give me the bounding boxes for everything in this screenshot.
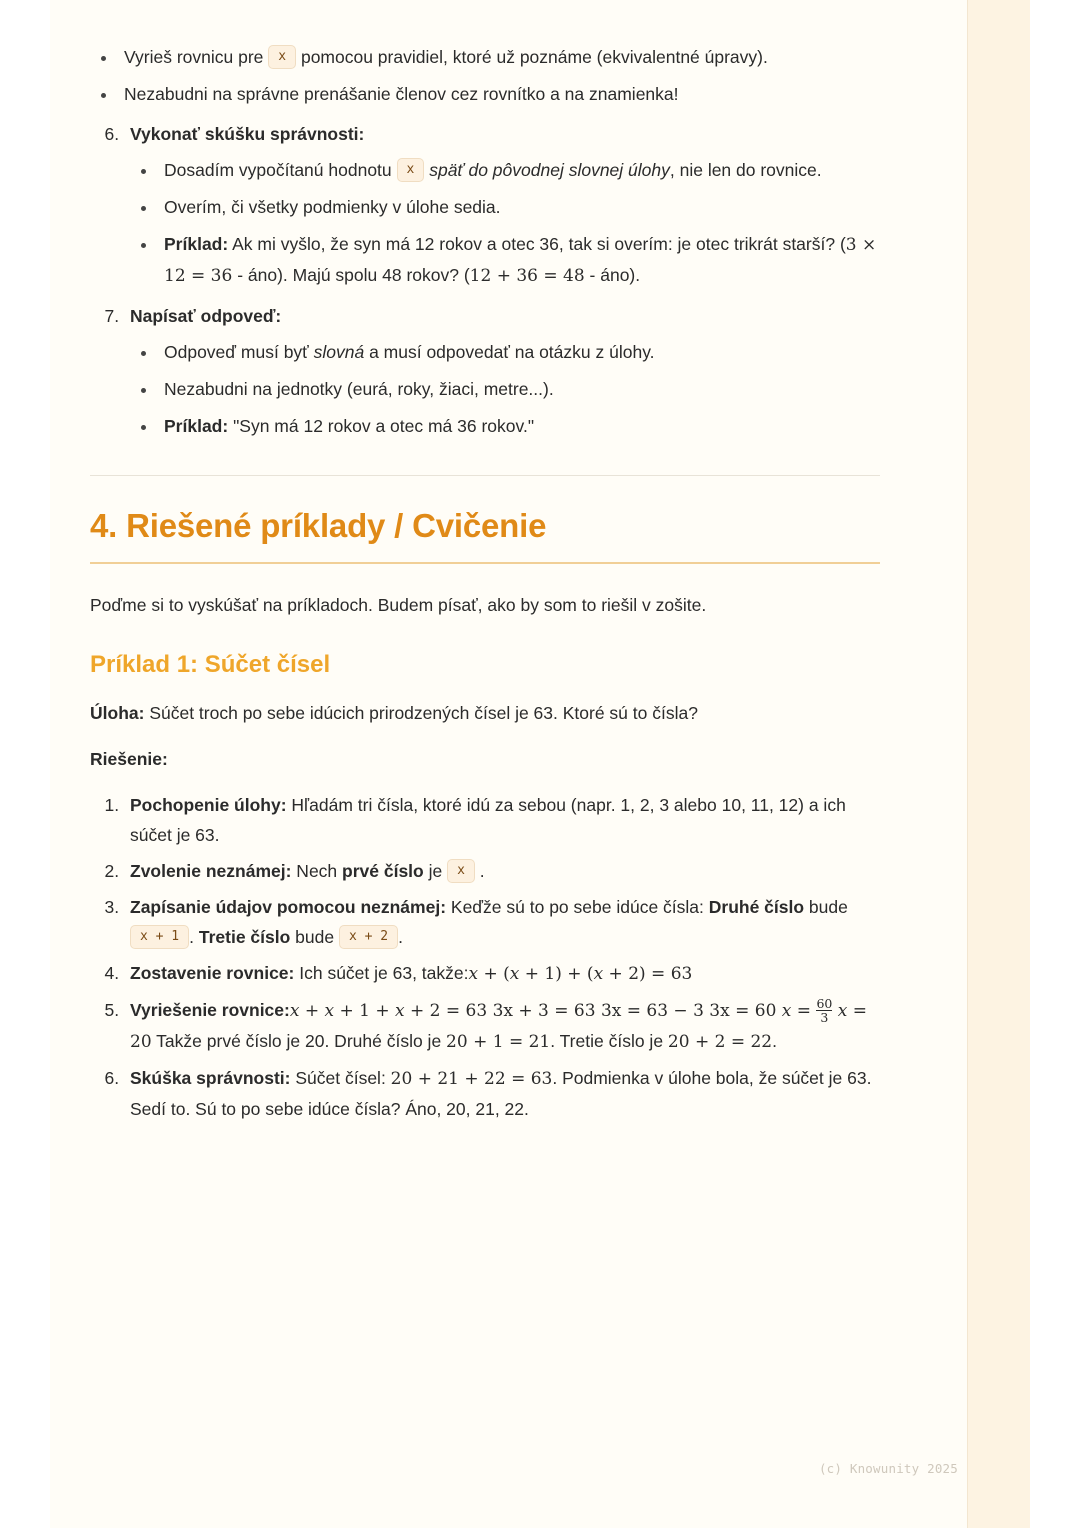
- italic-text: slovná: [313, 342, 365, 362]
- list-item: 4. Zostavenie rovnice: Ich súčet je 63, takže:x + (x + 1) + (x + 2) = 63: [124, 958, 880, 989]
- list-item: • Odpoveď musí byť slovná a musí odpovedať na otázku z úlohy.: [158, 337, 880, 367]
- section-divider: [90, 475, 880, 476]
- math-expression: x + (x + 1) + (x + 2) = 63: [468, 964, 693, 984]
- section-intro: Poďme si to vyskúšať na príkladoch. Budem písať, ako by som to riešil v zošite.: [90, 595, 707, 615]
- list-item: 3. Zapísanie údajov pomocou neznámej: Keďže sú to po sebe idúce čísla: Druhé číslo bude x + 1 . Tretie číslo bude x + 2 .: [124, 892, 880, 952]
- bold-text: Pochopenie úlohy:: [130, 795, 287, 815]
- step-6-bullet-list: [130, 155, 880, 291]
- list-item-step-7: [124, 301, 880, 441]
- bold-text: Vyriešenie rovnice:: [130, 1000, 290, 1020]
- bold-text: Druhé číslo: [708, 897, 805, 917]
- list-item: 6. Skúška správnosti: Súčet čísel: 20 + 21 + 22 = 63. Podmienka v úlohe bola, že súčet je 63. Sedí to. Sú to po sebe idúce čísla? Áno, 20, 21, 22.: [124, 1063, 880, 1124]
- list-item: • Vyrieš rovnicu pre x pomocou pravidiel, ktoré už poznáme (ekvivalentné úpravy).: [118, 42, 880, 72]
- italic-text: späť do pôvodnej slovnej úlohy: [424, 160, 670, 180]
- list-item: • Dosadím vypočítanú hodnotu x späť do pôvodnej slovnej úlohy, nie len do rovnice.: [158, 155, 880, 185]
- section-heading-rule: [90, 562, 880, 564]
- math-expression: 3 × 12 = 36: [164, 235, 877, 286]
- math-expression: 20 + 21 + 22 = 63: [390, 1069, 553, 1089]
- bold-text: Zostavenie rovnice:: [130, 963, 295, 983]
- bold-text: Zapísanie údajov pomocou neznámej:: [130, 897, 447, 917]
- list-item: • Príklad: "Syn má 12 rokov a otec má 36 rokov.": [158, 411, 880, 441]
- math-expression: 20 + 1 = 21: [446, 1032, 551, 1052]
- math-expression: 20 + 2 = 22: [667, 1032, 773, 1052]
- math-expression: x = 20: [130, 1001, 868, 1052]
- example-heading: Príklad 1: Súčet čísel: [90, 651, 331, 678]
- list-item: • Nezabudni na jednotky (eurá, roky, žiaci, metre...).: [158, 374, 880, 404]
- math-expression: 12 + 36 = 48: [469, 266, 585, 286]
- task-text: Súčet troch po sebe idúcich prirodzených čísel je 63. Ktoré sú to čísla?: [144, 703, 698, 723]
- bold-text: prvé číslo: [342, 861, 424, 881]
- list-item: • Overím, či všetky podmienky v úlohe sedia.: [158, 192, 880, 222]
- code-chip: x: [268, 45, 296, 69]
- step-7-bullet-list: [130, 337, 880, 441]
- document-page: [50, 0, 1030, 1528]
- list-item-step-6: [124, 119, 880, 291]
- list-item: 2. Zvolenie neznámej: Nech prvé číslo je x .: [124, 856, 880, 886]
- list-item: 1. Pochopenie úlohy: Hľadám tri čísla, ktoré idú za sebou (napr. 1, 2, 3 alebo 10, 11, 12) a ich súčet je 63.: [124, 790, 880, 850]
- section-heading: 4. Riešené príklady / Cvičenie: [90, 507, 547, 544]
- bold-text: Tretie číslo: [198, 927, 291, 947]
- bold-text: Skúška správnosti:: [130, 1068, 291, 1088]
- list-item: • Príklad: Ak mi vyšlo, že syn má 12 rokov a otec 36, tak si overím: je otec trikrát starší? (3 × 12 = 36 - áno). Majú spolu 48 rokov? (12 + 36 = 48 - áno).: [158, 229, 880, 291]
- document-content: [90, 36, 880, 1130]
- bold-text: Zvolenie neznámej:: [130, 861, 292, 881]
- task-label: Úloha:: [90, 703, 145, 723]
- solution-steps-list: [90, 790, 880, 1124]
- page-side-rail: [967, 0, 1030, 1528]
- code-chip: x + 1: [130, 925, 189, 949]
- list-item: • Nezabudni na správne prenášanie členov cez rovnítko a na znamienka!: [118, 79, 880, 109]
- list-item: 5. Vyriešenie rovnice:x + x + 1 + x + 2 = 63 3x + 3 = 63 3x = 63 − 3 3x = 60 x = $\frac{60}{3}$ x = 20 Takže prvé číslo je 20. Druhé číslo je 20 + 1 = 21. Tretie číslo je 20 + 2 = 22.: [124, 995, 880, 1057]
- step-7-title: Napísať odpoveď:: [130, 306, 282, 326]
- fraction: $\frac{60}{3}$: [816, 995, 833, 1025]
- watermark: (c) Knowunity 2025: [818, 1461, 958, 1476]
- bold-text: Príklad:: [164, 234, 229, 254]
- solution-label: Riešenie:: [90, 749, 168, 769]
- code-chip: x + 2: [339, 925, 398, 949]
- code-chip: x: [397, 158, 425, 182]
- bold-text: Príklad:: [164, 416, 229, 436]
- math-expression: x + x + 1 + x + 2 = 63 3x + 3 = 63 3x = 63 − 3 3x = 60 x =: [289, 1001, 817, 1021]
- steps-list: [90, 119, 880, 441]
- code-chip: x: [447, 859, 475, 883]
- step-6-title: Vykonať skúšku správnosti:: [130, 124, 365, 144]
- task-paragraph: [90, 698, 880, 728]
- step5-bullet-list: [90, 42, 880, 109]
